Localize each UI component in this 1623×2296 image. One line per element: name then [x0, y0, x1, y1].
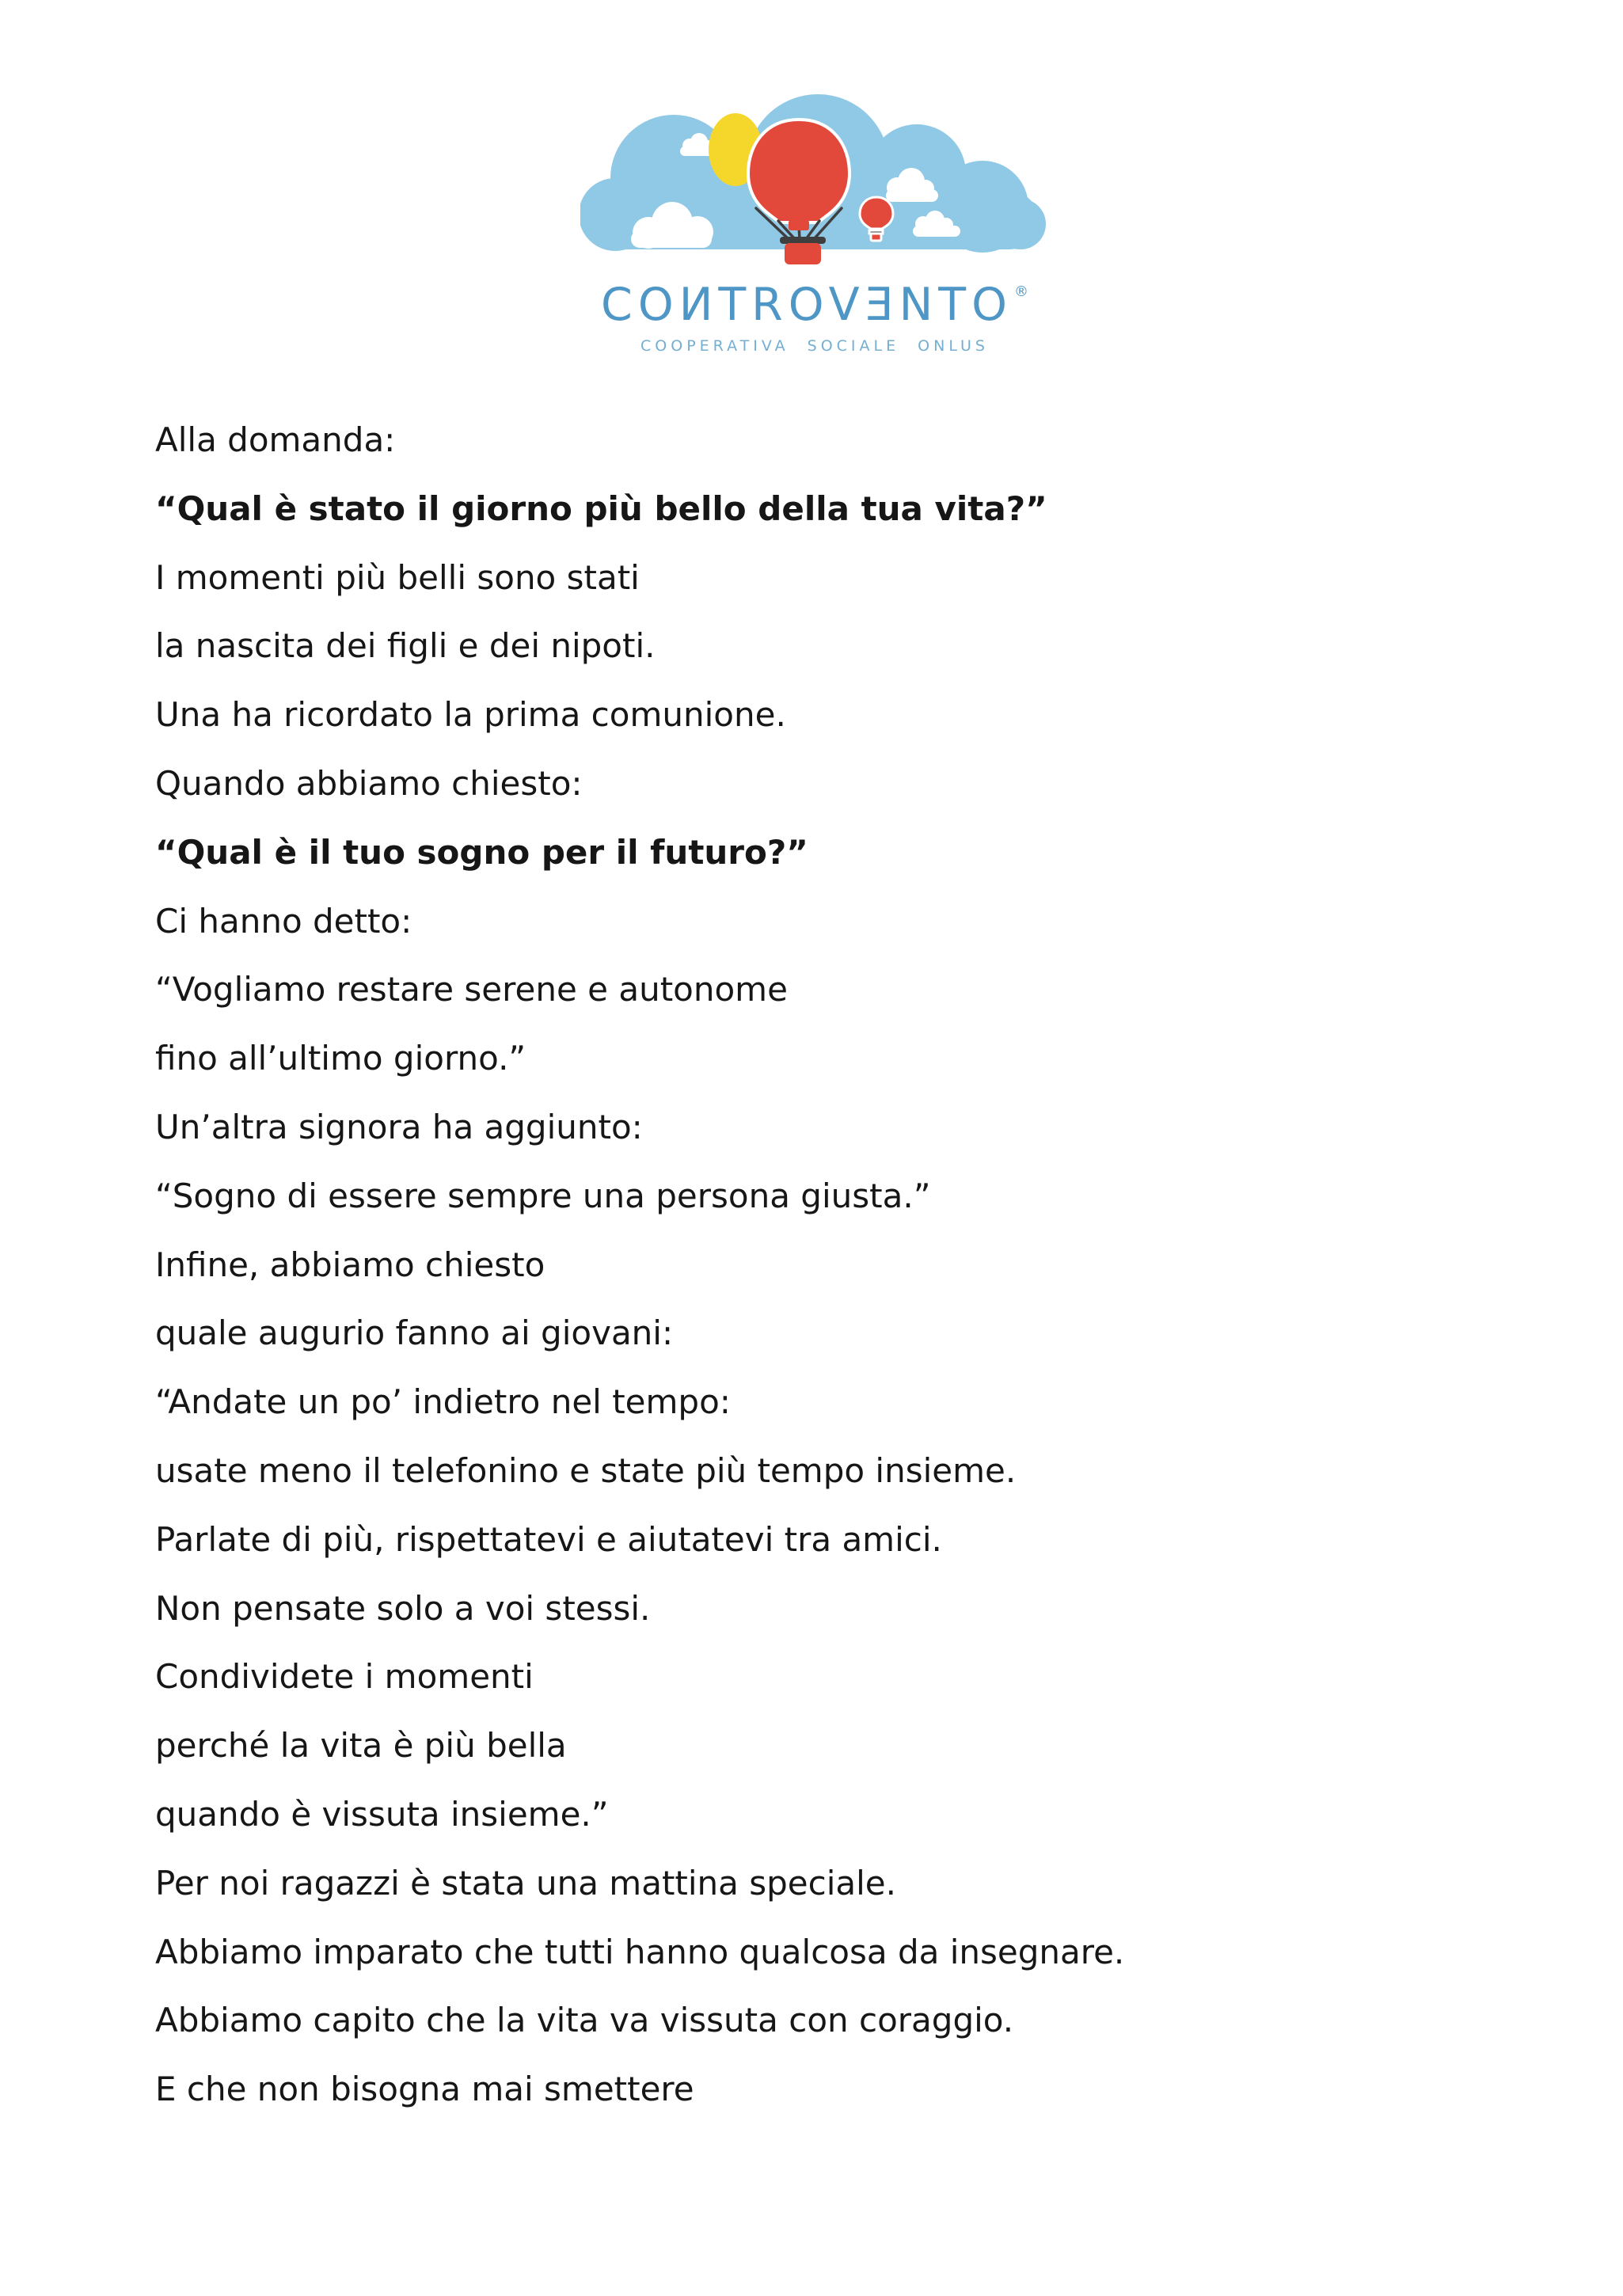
logo-illustration: [580, 89, 1049, 273]
text-line: “Andate un po’ indietro nel tempo:: [155, 1382, 731, 1422]
text-line: Condividete i momenti: [155, 1657, 534, 1697]
text-line-bold-question: “Qual è stato il giorno più bello della tua vita?”: [155, 488, 1047, 528]
text-line: Parlate di più, rispettatevi e aiutatevi tra amici.: [155, 1519, 942, 1559]
text-line: Infine, abbiamo chiesto: [155, 1245, 545, 1284]
text-line: Abbiamo imparato che tutti hanno qualcosa da insegnare.: [155, 1932, 1125, 1971]
text-line: quando è vissuta insieme.”: [155, 1794, 609, 1834]
text-line: usate meno il telefonino e state più tempo insieme.: [155, 1450, 1017, 1490]
document-text: [155, 406, 1549, 2124]
text-line: “Sogno di essere sempre una persona giusta.”: [155, 1176, 931, 1215]
brand-name: COИTROVƎNTO: [601, 279, 1013, 331]
text-line: “Vogliamo restare serene e autonome: [155, 970, 788, 1009]
text-line: fino all’ultimo giorno.”: [155, 1039, 526, 1078]
text-line-bold-question: “Qual è il tuo sogno per il futuro?”: [155, 832, 808, 872]
text-line: Una ha ricordato la prima comunione.: [155, 695, 786, 735]
brand-wordmark: [580, 279, 1049, 331]
text-line: Non pensate solo a voi stessi.: [155, 1588, 651, 1628]
text-line: Quando abbiamo chiesto:: [155, 763, 583, 803]
text-line: Per noi ragazzi è stata una mattina speciale.: [155, 1863, 896, 1903]
text-line: Un’altra signora ha aggiunto:: [155, 1107, 643, 1146]
text-line: Abbiamo capito che la vita va vissuta con coraggio.: [155, 2001, 1014, 2040]
text-line: Ci hanno detto:: [155, 901, 412, 941]
text-line: E che non bisogna mai smettere: [155, 2070, 694, 2109]
text-line: quale augurio fanno ai giovani:: [155, 1313, 674, 1353]
text-line: I momenti più belli sono stati: [155, 557, 640, 597]
registered-trademark-mark: ®: [1013, 283, 1028, 300]
brand-tagline: COOPERATIVA SOCIALE ONLUS: [640, 337, 989, 355]
controvento-logo: [580, 89, 1049, 354]
text-line: la nascita dei figli e dei nipoti.: [155, 626, 656, 666]
text-line: Alla domanda:: [155, 420, 396, 459]
text-line: perché la vita è più bella: [155, 1726, 567, 1766]
